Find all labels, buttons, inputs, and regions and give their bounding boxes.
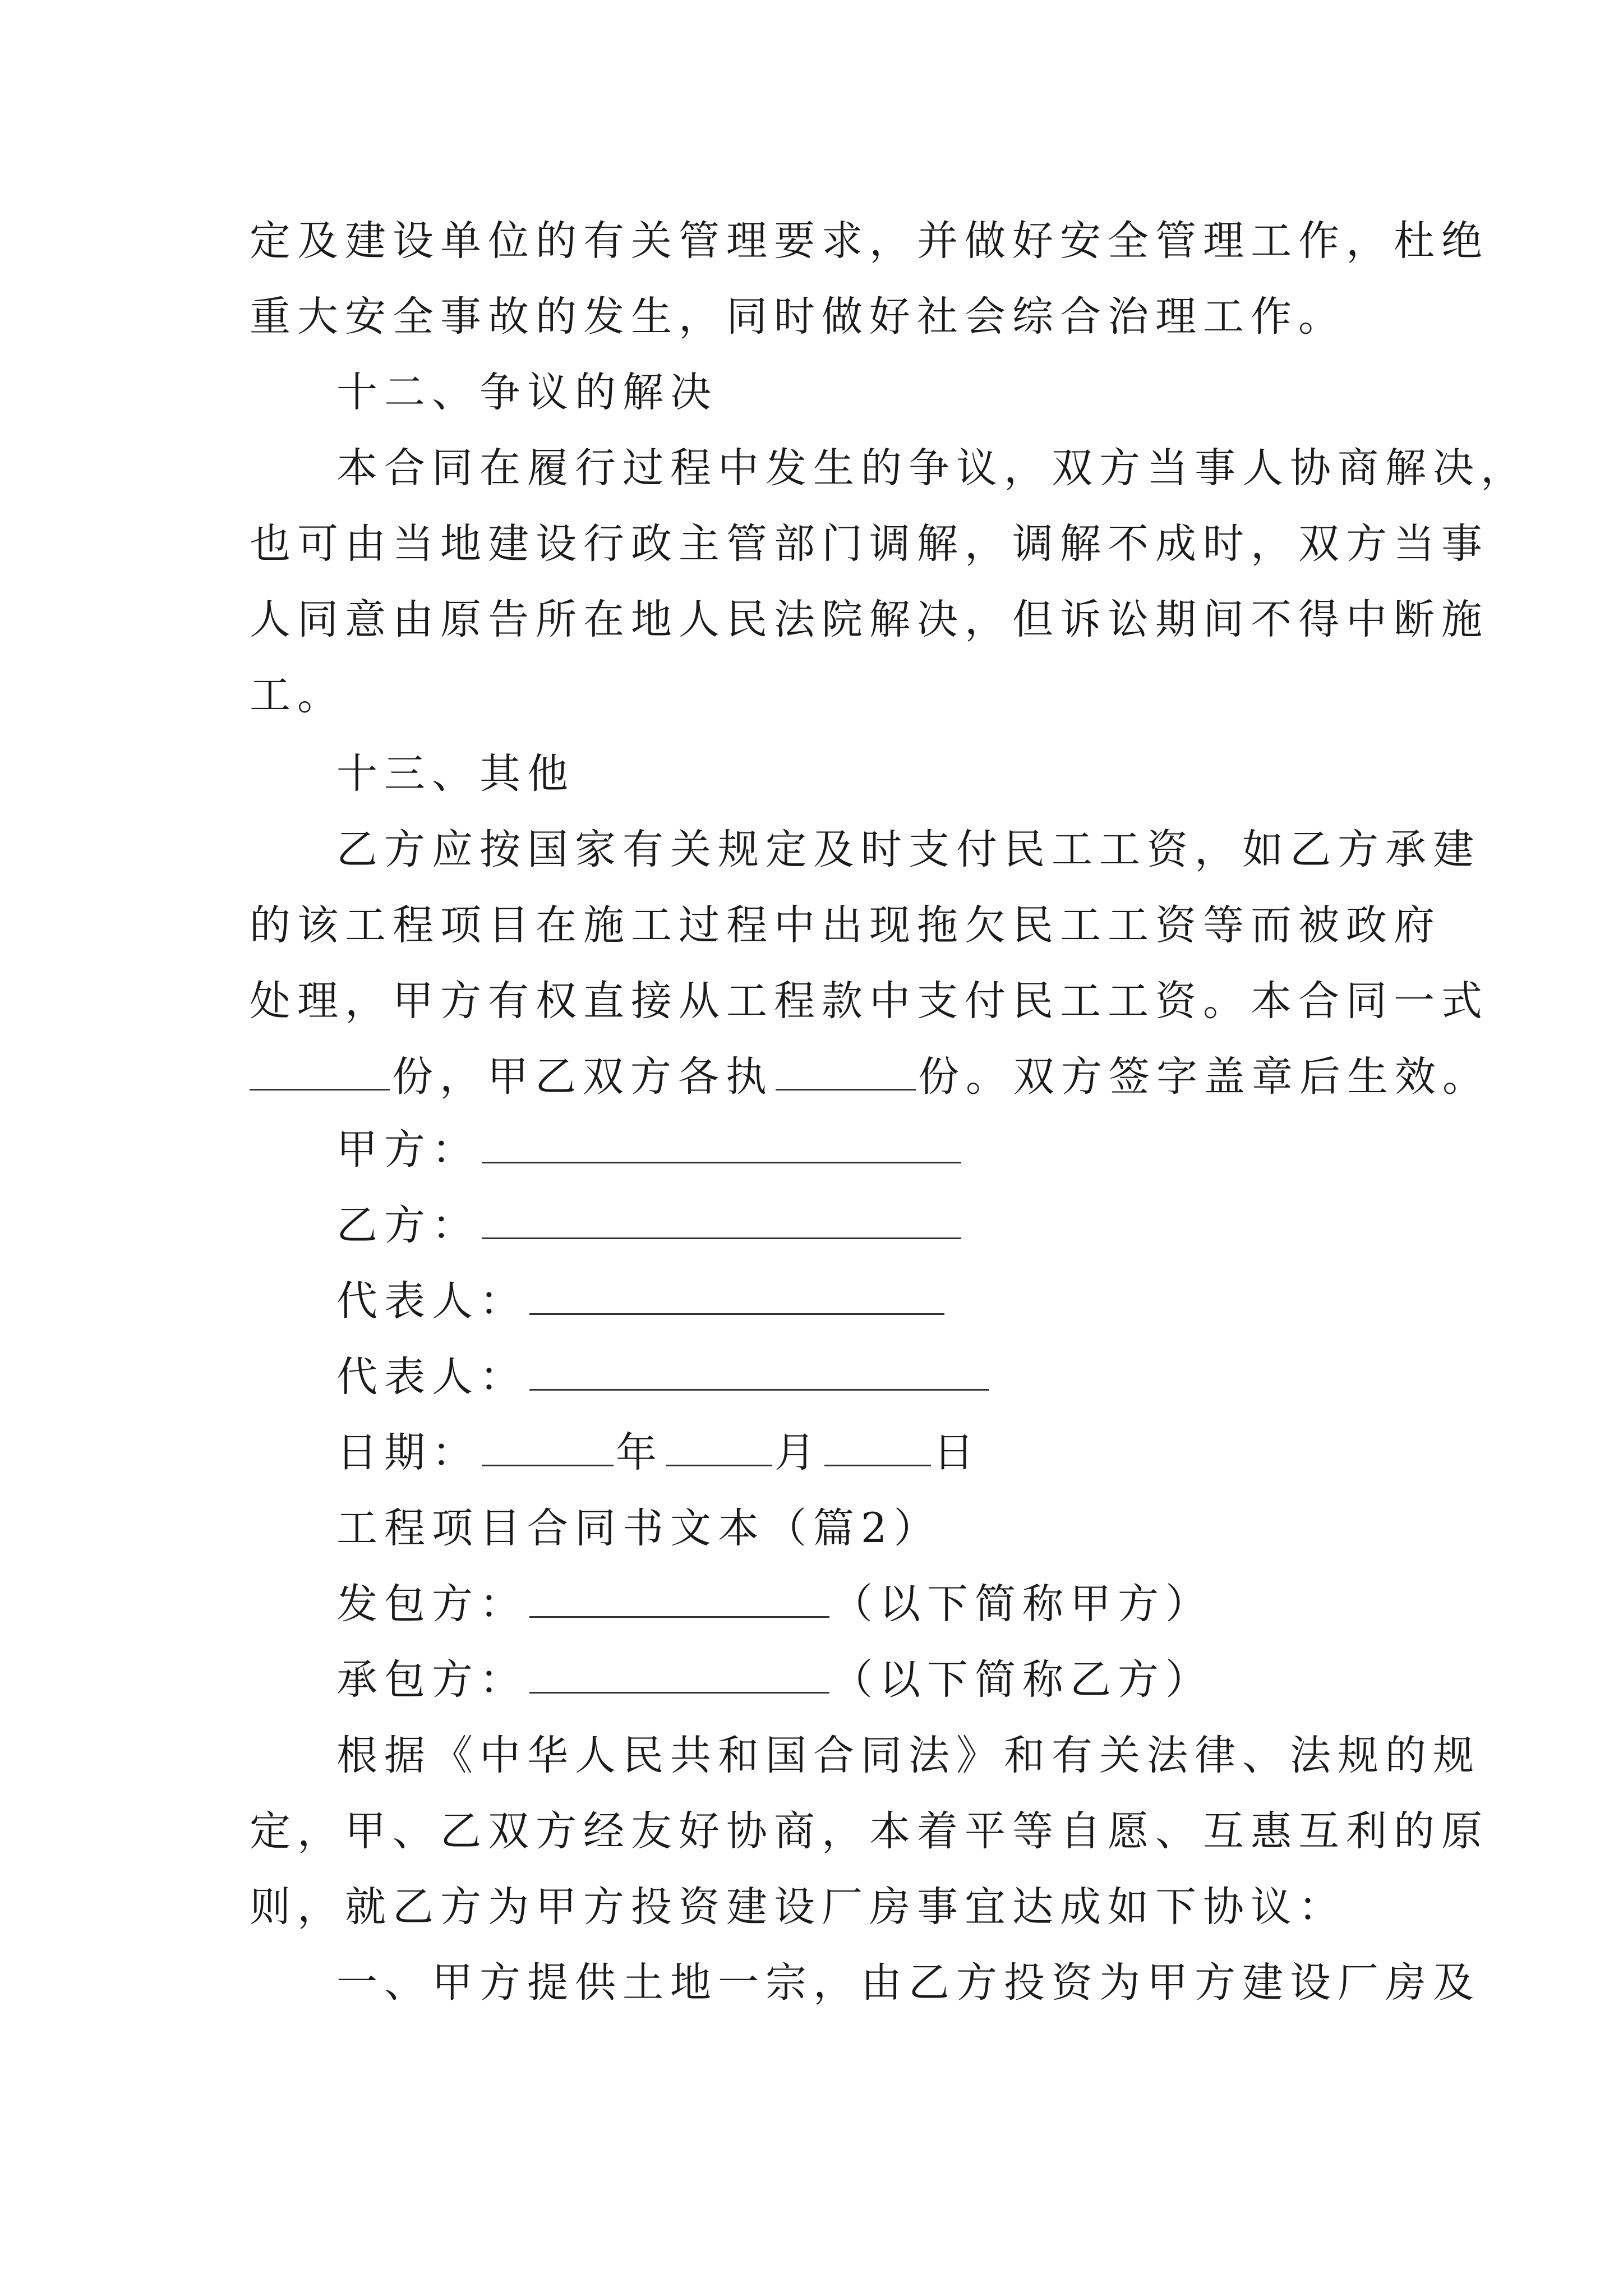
paragraph-line: 则，就乙方为甲方投资建设厂房事宜达成如下协议： [250,1883,1346,1931]
contractor-line [336,1652,1396,1708]
paragraph-line: 重大安全事故的发生，同时做好社会综合治理工作。 [250,293,1346,341]
year-label: 年 [616,1429,663,1476]
date-line [336,1425,1396,1481]
paragraph-line: 人同意由原告所在地人民法院解决，但诉讼期间不得中断施 [250,596,1489,643]
signature-line-party-a [336,1122,1396,1178]
employer-label: 发包方： [336,1580,527,1628]
document-title: 工程项目合同书文本（篇2） [336,1504,942,1552]
day-label: 日 [933,1429,981,1476]
copies-each-blank[interactable] [776,1054,916,1091]
signature-line-rep-1 [336,1273,1396,1329]
signature-line-party-b [336,1198,1396,1254]
month-label: 月 [774,1429,822,1476]
paragraph-line: 工。 [250,671,345,719]
section-heading: 十三、其他 [336,750,575,798]
employer-note: （以下简称甲方） [832,1580,1213,1628]
signature-line-rep-2 [336,1349,1396,1405]
party-a-label: 甲方： [336,1126,479,1174]
contractor-blank[interactable] [529,1657,829,1694]
copies-line [250,1049,1490,1105]
rep-1-label: 代表人： [336,1277,527,1325]
paragraph-line: 本合同在履行过程中发生的争议，双方当事人协商解决， [336,444,1528,492]
paragraph-line: 定，甲、乙双方经友好协商，本着平等自愿、互惠互利的原 [250,1807,1489,1855]
month-blank[interactable] [666,1430,772,1466]
paragraph-line: 的该工程项目在施工过程中出现拖欠民工工资等而被政府 [250,901,1441,949]
employer-line [336,1576,1396,1632]
date-label: 日期： [336,1429,479,1476]
party-b-blank[interactable] [482,1203,961,1239]
employer-blank[interactable] [529,1581,829,1618]
paragraph-line: 定及建设单位的有关管理要求，并做好安全管理工作，杜绝 [250,217,1489,265]
copies-text: 份，甲乙双方各执 [392,1053,773,1101]
paragraph-line: 也可由当地建设行政主管部门调解，调解不成时，双方当事 [250,520,1489,568]
day-blank[interactable] [824,1430,931,1466]
paragraph-line: 乙方应按国家有关规定及时支付民工工资，如乙方承建 [336,826,1481,873]
year-blank[interactable] [482,1430,614,1466]
paragraph-line: 一、甲方提供土地一宗，由乙方投资为甲方建设厂房及 [336,1959,1481,2007]
contractor-note: （以下简称乙方） [832,1656,1213,1704]
contractor-label: 承包方： [336,1656,527,1704]
party-a-blank[interactable] [482,1127,961,1163]
copies-text-end: 份。双方签字盖章后生效。 [918,1053,1490,1101]
section-heading: 十二、争议的解决 [336,369,718,416]
rep-2-blank[interactable] [529,1354,989,1391]
rep-2-label: 代表人： [336,1353,527,1401]
copies-total-blank[interactable] [250,1054,390,1091]
rep-1-blank[interactable] [529,1278,944,1315]
party-b-label: 乙方： [336,1202,479,1249]
paragraph-line: 根据《中华人民共和国合同法》和有关法律、法规的规 [336,1732,1481,1779]
paragraph-line: 处理，甲方有权直接从工程款中支付民工工资。本合同一式 [250,977,1489,1025]
